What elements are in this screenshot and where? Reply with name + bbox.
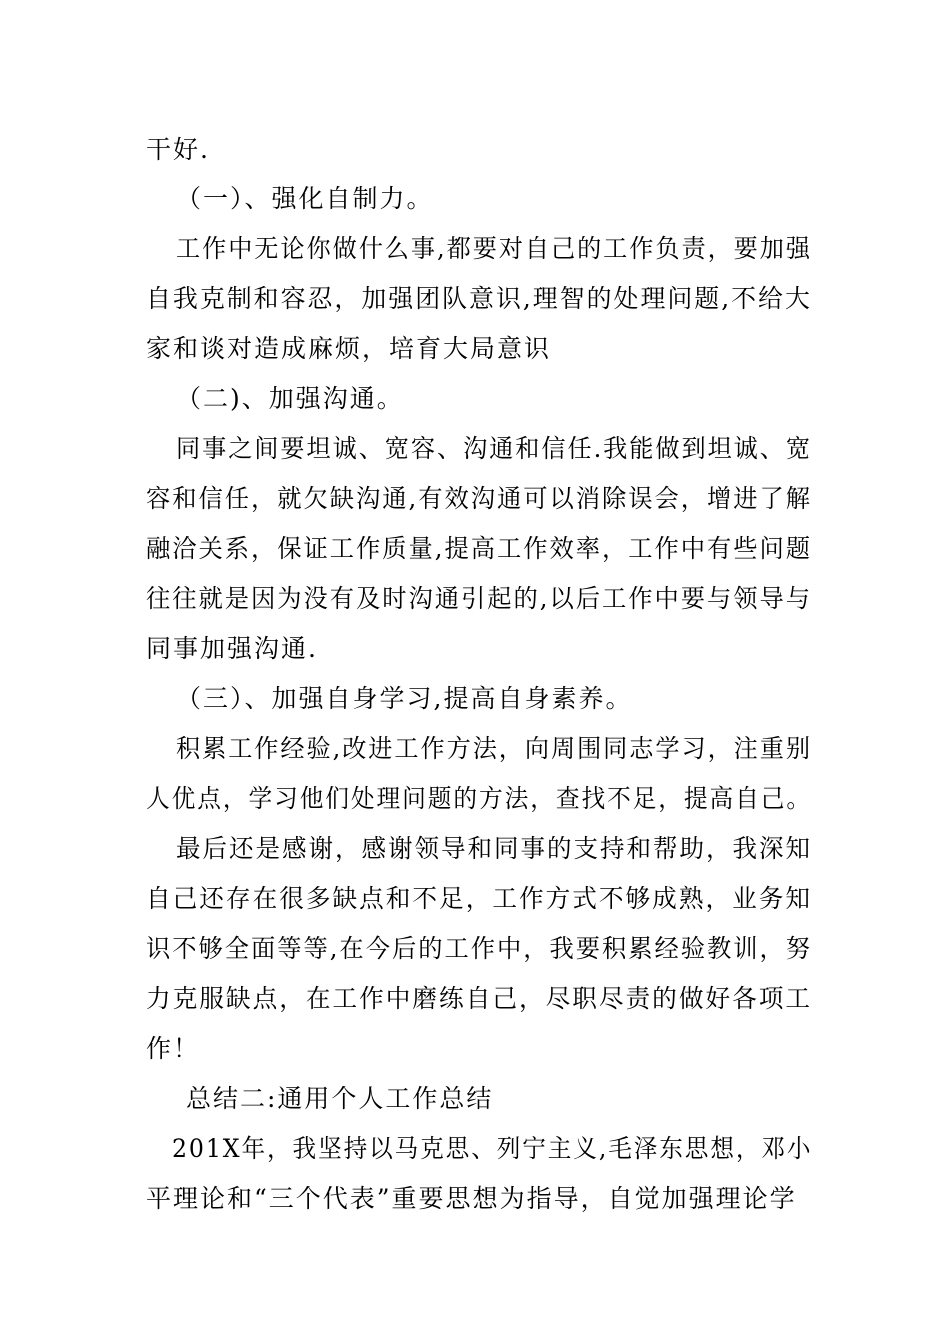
section-heading: （三）、加强自身学习,提高自身素养。 xyxy=(176,684,633,713)
text-line: 融洽关系，保证工作质量,提高工作效率，工作中有些问题 xyxy=(146,534,812,563)
text-line: 平理论和“三个代表”重要思想为指导，自觉加强理论学 xyxy=(146,1184,797,1213)
text-line: 自我克制和容忍，加强团队意识,理智的处理问题,不给大 xyxy=(146,284,812,313)
text-line: 容和信任，就欠缺沟通,有效沟通可以消除误会，增进了解 xyxy=(146,484,812,513)
text-line: 工作中无论你做什么事,都要对自己的工作负责，要加强 xyxy=(176,234,812,263)
section-heading: （二)、加强沟通。 xyxy=(176,384,404,413)
text-line: 力克服缺点，在工作中磨练自己，尽职尽责的做好各项工 xyxy=(146,984,813,1013)
text-line: 积累工作经验,改进工作方法，向周围同志学习，注重别 xyxy=(176,734,812,763)
text-line: 家和谈对造成麻烦，培育大局意识 xyxy=(146,334,552,363)
text-line: 作！ xyxy=(146,1034,201,1063)
text-line: 干好. xyxy=(146,135,210,164)
text-line: 最后还是感谢，感谢领导和同事的支持和帮助，我深知 xyxy=(176,834,813,863)
text-line: 201X年，我坚持以马克思、列宁主义,毛泽东思想，邓小 xyxy=(172,1134,813,1163)
section-title: 总结二:通用个人工作总结 xyxy=(186,1084,494,1113)
section-heading: （一）、强化自制力。 xyxy=(176,184,434,213)
text-line: 识不够全面等等,在今后的工作中，我要积累经验教训，努 xyxy=(146,934,812,963)
text-line: 自己还存在很多缺点和不足，工作方式不够成熟，业务知 xyxy=(146,884,813,913)
text-line: 同事加强沟通. xyxy=(146,634,318,663)
text-line: 往往就是因为没有及时沟通引起的,以后工作中要与领导与 xyxy=(146,584,812,613)
text-line: 人优点，学习他们处理问题的方法，查找不足，提高自己。 xyxy=(146,784,813,813)
text-line: 同事之间要坦诚、宽容、沟通和信任.我能做到坦诚、宽 xyxy=(176,434,812,463)
